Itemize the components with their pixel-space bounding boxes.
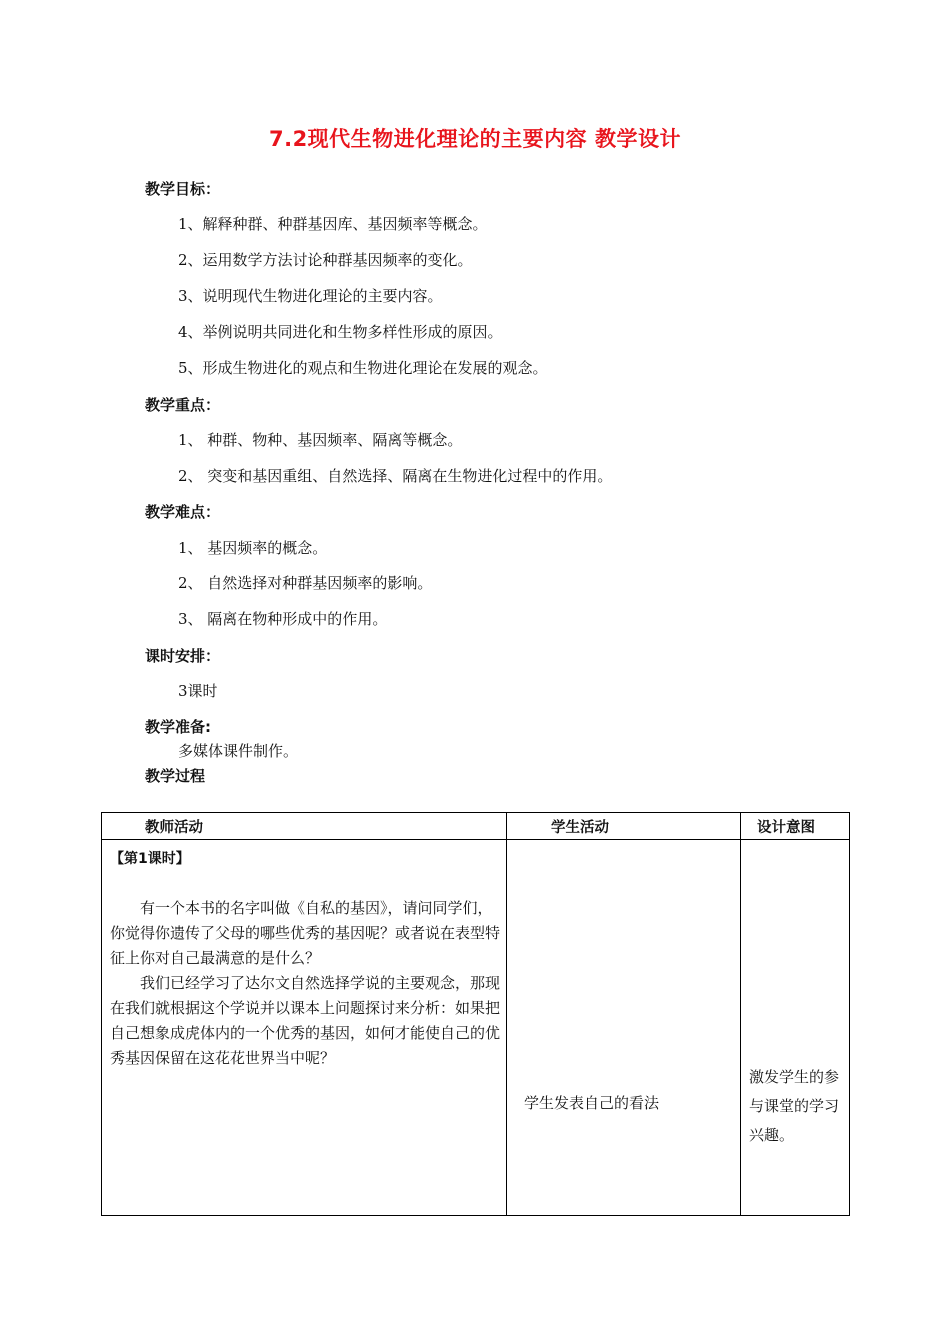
preparation-value: 多媒体课件制作。 — [178, 742, 299, 760]
schedule-value: 3课时 — [178, 682, 218, 700]
difficulty-item: 2、 自然选择对种群基因频率的影响。 — [178, 574, 433, 592]
difficulties-heading: 教学难点： — [145, 503, 221, 521]
column-header-teacher: 教师活动 — [102, 813, 507, 840]
objective-item: 3、说明现代生物进化理论的主要内容。 — [178, 287, 443, 305]
column-header-intent: 设计意图 — [741, 813, 850, 840]
process-heading: 教学过程 — [145, 767, 206, 785]
objective-item: 4、举例说明共同进化和生物多样性形成的原因。 — [178, 323, 503, 341]
key-point-item: 2、 突变和基因重组、自然选择、隔离在生物进化过程中的作用。 — [178, 467, 613, 485]
difficulty-item: 1、 基因频率的概念。 — [178, 539, 328, 557]
schedule-heading: 课时安排： — [145, 647, 221, 665]
table-header-row — [102, 813, 850, 840]
column-header-student: 学生活动 — [507, 813, 741, 840]
difficulty-item: 3、 隔离在物种形成中的作用。 — [178, 610, 388, 628]
objectives-heading: 教学目标： — [145, 180, 221, 198]
teacher-paragraph: 我们已经学习了达尔文自然选择学说的主要观念，那现在我们就根据这个学说并以课本上问题探讨来分析：如果把自己想象成虎体内的一个优秀的基因，如何才能使自己的优秀基因保留在这花花世界当中呢？ — [110, 974, 501, 1067]
student-activity-cell — [507, 840, 741, 1216]
teacher-activity-cell — [102, 840, 507, 1216]
table-row — [102, 840, 850, 1216]
document-title: 7.2现代生物进化理论的主要内容 教学设计 — [268, 127, 681, 151]
process-table — [101, 812, 850, 1216]
objective-item: 1、解释种群、种群基因库、基因频率等概念。 — [178, 215, 488, 233]
lesson-label: 【第1课时】 — [110, 851, 190, 867]
objective-item: 2、运用数学方法讨论种群基因频率的变化。 — [178, 251, 473, 269]
key-points-heading: 教学重点： — [145, 396, 221, 414]
teacher-paragraph: 有一个本书的名字叫做《自私的基因》，请问同学们，你觉得你遗传了父母的哪些优秀的基因呢？或者说在表型特征上你对自己最满意的是什么？ — [110, 899, 501, 967]
design-intent-cell — [741, 840, 850, 1216]
student-activity-text: 学生发表自己的看法 — [524, 1094, 660, 1112]
objective-item: 5、形成生物进化的观点和生物进化理论在发展的观念。 — [178, 359, 548, 377]
key-point-item: 1、 种群、物种、基因频率、隔离等概念。 — [178, 431, 463, 449]
design-intent-text: 激发学生的参与课堂的学习兴趣。 — [749, 1068, 840, 1144]
preparation-heading: 教学准备: — [145, 718, 211, 736]
